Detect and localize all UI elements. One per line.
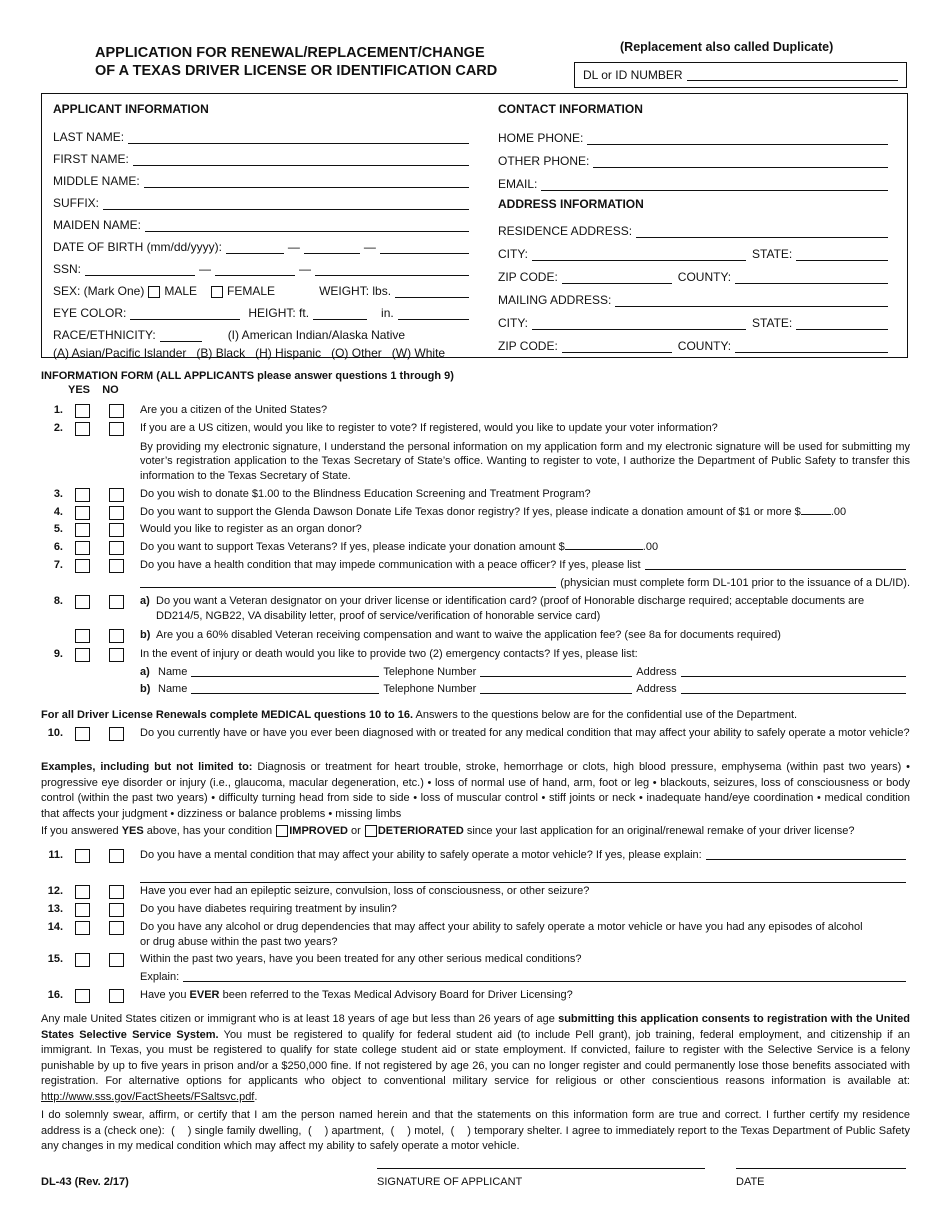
dash: — [299, 262, 312, 276]
question-number: 14. [47, 921, 63, 933]
q12-yes-checkbox[interactable] [75, 885, 90, 899]
q7-text: Do you have a health condition that may impede communication with a peace officer? If yes, please list [140, 559, 641, 571]
q13-no-checkbox[interactable] [109, 903, 124, 917]
question-text [140, 505, 910, 520]
q10-yes-checkbox[interactable] [75, 727, 90, 741]
contact-a-phone-field[interactable] [480, 665, 632, 677]
weight-field[interactable] [395, 286, 469, 298]
question-text: Do you wish to donate $1.00 to the Blindness Education Screening and Treatment Program? [140, 488, 591, 500]
last-name-field[interactable] [128, 132, 469, 144]
address-heading: ADDRESS INFORMATION [498, 197, 644, 211]
q7-list-field-2[interactable] [140, 576, 556, 588]
date-line[interactable] [736, 1168, 906, 1169]
question-text [140, 421, 910, 483]
q5-yes-checkbox[interactable] [75, 523, 90, 537]
q9-yes-checkbox[interactable] [75, 648, 90, 662]
q15-explain-field[interactable] [183, 970, 906, 982]
examples-bold: Examples, including but not limited to: [41, 761, 253, 773]
question-text [140, 558, 910, 590]
improved-label: IMPROVED [289, 825, 348, 837]
contact-a-address-field[interactable] [681, 665, 906, 677]
q11-no-checkbox[interactable] [109, 849, 124, 863]
mailing-city-field[interactable] [532, 318, 746, 330]
question-number: 3. [53, 488, 63, 500]
county-field[interactable] [735, 272, 888, 284]
cond-text: since your last application for an original/renewal remake of your driver license? [466, 825, 855, 837]
city-label: CITY: [498, 247, 529, 261]
medical-intro [41, 708, 910, 724]
telephone-label: Telephone Number [383, 683, 477, 695]
mailing-zip-field[interactable] [562, 341, 672, 353]
examples-text: Diagnosis or treatment for heart trouble, stroke, hemorrhage or clots, high blood pressure, emphysema (within past two years) • progressive eye disorder or injury (i.e., glaucoma, macular degeneration, etc.) • loss of normal use of hand, arm, foot or leg • blackouts, seizures, loss of consciousness or body control (within the past two years) • difficulty turning head from side to side • loss of muscular control • stiff joints or neck • inadequate hand/eye coordination • medical condition that affects your judgment • dizziness or balance problems • missing limbs [41, 761, 910, 820]
dl-number-field[interactable] [687, 70, 898, 81]
q7-yes-checkbox[interactable] [75, 559, 90, 573]
suffix-field[interactable] [103, 198, 469, 210]
q9a-label: a) [140, 665, 150, 678]
q14-yes-checkbox[interactable] [75, 921, 90, 935]
question-number: 9. [53, 648, 63, 660]
applicant-heading: APPLICANT INFORMATION [53, 102, 209, 116]
q11-yes-checkbox[interactable] [75, 849, 90, 863]
applicant-info-box [41, 93, 908, 358]
question-text [140, 952, 910, 984]
q15-text: Within the past two years, have you been treated for any other serious medical conditions? [140, 953, 582, 965]
q12-no-checkbox[interactable] [109, 885, 124, 899]
question-text [140, 647, 910, 697]
q7-no-checkbox[interactable] [109, 559, 124, 573]
q15-no-checkbox[interactable] [109, 953, 124, 967]
q16-text: Have you [140, 989, 187, 1001]
q8b-label: b) [140, 629, 151, 641]
female-label: FEMALE [227, 284, 276, 298]
deteriorated-label: DETERIORATED [377, 825, 464, 837]
question-text: Do you currently have or have you ever been diagnosed with or treated for any medical condition that may affect your ability to safely operate a motor vehicle? [140, 727, 910, 739]
dob-day-field[interactable] [304, 242, 360, 254]
cond-text: above, has your condition [146, 825, 273, 837]
selective-bold: submitting this application consents to registration with the United States Selective Service System. [41, 1013, 910, 1041]
q4-text: Do you want to support the Glenda Dawson Donate Life Texas donor registry? If yes, please indicate a donation amount of $1 or more $ [140, 506, 801, 518]
deteriorated-checkbox[interactable] [365, 825, 377, 837]
height-in-field[interactable] [398, 308, 469, 320]
emergency-contact-b [140, 682, 910, 697]
question-text [140, 848, 910, 883]
mailing-state-field[interactable] [796, 318, 888, 330]
question-number: 5. [53, 523, 63, 535]
q6-amount-field[interactable] [565, 540, 643, 550]
q2-no-checkbox[interactable] [109, 422, 124, 436]
q4-no-checkbox[interactable] [109, 506, 124, 520]
condition-change-line [41, 824, 910, 840]
question-text: Do you have diabetes requiring treatment by insulin? [140, 903, 397, 915]
contact-a-name-field[interactable] [191, 665, 379, 677]
q3-yes-checkbox[interactable] [75, 488, 90, 502]
eye-color-field[interactable] [130, 308, 240, 320]
cond-yes: YES [121, 825, 144, 837]
question-text: Have you ever had an epileptic seizure, convulsion, loss of consciousness, or other seizure? [140, 885, 590, 897]
q13-yes-checkbox[interactable] [75, 903, 90, 917]
q2-voter-note: By providing my electronic signature, I understand the personal information on my application form and my electronic signature will be used for submitting my voter’s registration application to the Texas Secretary of State’s office. Wanting to register to vote, I authorize the Department of Public Safety to transfer this information to the Texas Secretary of State. [140, 440, 910, 482]
q3-no-checkbox[interactable] [109, 488, 124, 502]
question-number: 7. [53, 559, 63, 571]
q7-note: (physician must complete form DL-101 prior to the issuance of a DL/ID). [560, 576, 910, 589]
mailing-county-label: COUNTY: [677, 339, 732, 353]
q8b-no-checkbox[interactable] [109, 629, 124, 643]
question-number: 10. [47, 727, 63, 739]
question-number: 2. [53, 422, 63, 434]
maiden-name-field[interactable] [145, 220, 469, 232]
q11-explain-field[interactable] [706, 848, 906, 860]
form-title: APPLICATION FOR RENEWAL/REPLACEMENT/CHANGE OF A TEXAS DRIVER LICENSE OR IDENTIFICATION CARD [95, 45, 498, 79]
other-phone-label: OTHER PHONE: [498, 154, 590, 168]
question-text [140, 988, 910, 1003]
question-text [140, 540, 910, 555]
medical-intro-bold: For all Driver License Renewals complete MEDICAL questions 10 to 16. [41, 709, 414, 721]
q16-text: been referred to the Texas Medical Advisory Board for Driver Licensing? [222, 989, 573, 1001]
q14-no-checkbox[interactable] [109, 921, 124, 935]
question-number: 8. [53, 595, 63, 607]
question-number: 11. [48, 849, 63, 861]
q8a-yes-checkbox[interactable] [75, 595, 90, 609]
weight-label: WEIGHT: lbs. [319, 284, 392, 298]
selective-text: . [254, 1090, 258, 1103]
ssn-part1-field[interactable] [85, 264, 195, 276]
dob-year-field[interactable] [380, 242, 469, 254]
info-form-heading: INFORMATION FORM (ALL APPLICANTS please answer questions 1 through 9) [41, 370, 454, 382]
question-number: 16. [47, 989, 63, 1001]
date-label: DATE [736, 1176, 765, 1188]
other-phone-field[interactable] [593, 156, 888, 168]
mailing-city-label: CITY: [498, 316, 529, 330]
mailing-county-field[interactable] [735, 341, 888, 353]
question-number: 12. [47, 885, 63, 897]
zip-label: ZIP CODE: [498, 270, 558, 284]
dob-label: DATE OF BIRTH (mm/dd/yyyy): [53, 240, 222, 254]
q8a-label: a) [140, 595, 150, 607]
signature-line[interactable] [377, 1168, 705, 1169]
medical-intro-rest: Answers to the questions below are for the confidential use of the Department. [413, 709, 798, 721]
dash: — [363, 240, 376, 254]
q8b-text: Are you a 60% disabled Veteran receiving compensation and want to waive the application fee? (see 8a for documents required) [156, 629, 781, 641]
race-options: (A) Asian/Pacific Islander (B) Black (H) Hispanic (O) Other (W) White [53, 346, 446, 360]
dl-number-box [574, 62, 907, 88]
home-phone-field[interactable] [587, 133, 888, 145]
q11-explain-field-2[interactable] [140, 871, 906, 883]
q9-text: In the event of injury or death would you like to provide two (2) emergency contacts? If yes, please list: [140, 648, 638, 660]
residence-field[interactable] [636, 226, 888, 238]
selective-service-link[interactable]: http://www.sss.gov/FactSheets/FSaltsvc.pdf [41, 1090, 255, 1103]
replacement-note: (Replacement also called Duplicate) [620, 40, 834, 54]
mailing-state-label: STATE: [752, 316, 793, 330]
height-label: HEIGHT: ft. [248, 306, 310, 320]
first-name-label: FIRST NAME: [53, 152, 129, 166]
male-label: MALE [164, 284, 198, 298]
medical-examples [41, 760, 910, 822]
contact-column [498, 100, 892, 353]
selective-text: You must be registered to qualify for federal student aid (to include Pell grant), job training, federal employment, and citizenship if an immigrant. In Texas, you must be registered to qualify for state college student aid or state employment. If convicted, failure to register with the Selective Service is a felony punishable by up to five years in prison and/or a $250,000 fine. If not registered by age 26, you can no longer register and could permanently lose those benefits associated with registration. For alternative options for applicants who object to conventional military service for religious or other conscientious reasons information is available at: [41, 1028, 910, 1087]
q6-no-checkbox[interactable] [109, 541, 124, 555]
mailing-zip-label: ZIP CODE: [498, 339, 558, 353]
q4-amount-field[interactable] [801, 505, 831, 515]
race-field[interactable] [160, 330, 202, 342]
city-field[interactable] [532, 249, 746, 261]
q6-suffix: .00 [642, 541, 659, 553]
selective-service-notice [41, 1012, 910, 1105]
ssn-part2-field[interactable] [215, 264, 295, 276]
question-number: 15. [47, 953, 63, 965]
q10-no-checkbox[interactable] [109, 727, 124, 741]
question-number: 1. [53, 404, 63, 416]
contact-heading: CONTACT INFORMATION [498, 102, 643, 116]
q6-text: Do you want to support Texas Veterans? If yes, please indicate your donation amount $ [140, 541, 565, 553]
question-text [140, 628, 910, 643]
question-text: Are you a citizen of the United States? [140, 404, 328, 416]
q4-yes-checkbox[interactable] [75, 506, 90, 520]
cond-or: or [350, 825, 361, 837]
ssn-part3-field[interactable] [315, 264, 469, 276]
q1-yes-checkbox[interactable] [75, 404, 90, 418]
female-checkbox[interactable] [211, 286, 223, 298]
signature-label: SIGNATURE OF APPLICANT [377, 1176, 523, 1188]
address-label: Address [636, 683, 677, 695]
q5-no-checkbox[interactable] [109, 523, 124, 537]
residence-label: RESIDENCE ADDRESS: [498, 224, 633, 238]
contact-b-address-field[interactable] [681, 682, 906, 694]
question-text: Would you like to register as an organ donor? [140, 523, 362, 535]
q16-no-checkbox[interactable] [109, 989, 124, 1003]
telephone-label: Telephone Number [383, 665, 477, 678]
zip-field[interactable] [562, 272, 672, 284]
maiden-name-label: MAIDEN NAME: [53, 218, 142, 232]
state-label: STATE: [752, 247, 793, 261]
county-label: COUNTY: [677, 270, 732, 284]
cond-text: If you answered [41, 825, 119, 837]
height-ft-field[interactable] [313, 308, 367, 320]
q8a-no-checkbox[interactable] [109, 595, 124, 609]
mailing-field[interactable] [615, 295, 888, 307]
question-number: 13. [47, 903, 63, 915]
dash: — [287, 240, 300, 254]
q7-list-field[interactable] [645, 558, 906, 570]
ssn-label: SSN: [53, 262, 82, 276]
explain-label: Explain: [140, 970, 180, 983]
q9b-label: b) [140, 683, 151, 695]
form-id: DL-43 (Rev. 2/17) [41, 1176, 129, 1188]
race-option-i: (I) American Indian/Alaska Native [227, 328, 406, 342]
q4-suffix: .00 [830, 506, 847, 518]
q8a-text: Do you want a Veteran designator on your driver license or identification card? (proof of Honorable discharge required; acceptable documents are DD214/5, NGB22, VA disability letter, proof of service/verification of honorable service card) [156, 595, 865, 622]
question-number: 4. [53, 506, 63, 518]
q11-text: Do you have a mental condition that may affect your ability to safely operate a motor vehicle? If yes, please explain: [140, 849, 702, 861]
q16-ever: EVER [189, 989, 220, 1001]
dash: — [199, 262, 212, 276]
email-field[interactable] [541, 179, 888, 191]
home-phone-label: HOME PHONE: [498, 131, 584, 145]
last-name-label: LAST NAME: [53, 130, 125, 144]
yes-no-header: YES NO [68, 384, 119, 396]
suffix-label: SUFFIX: [53, 196, 100, 210]
emergency-contact-a [140, 665, 910, 680]
contact-b-phone-field[interactable] [480, 682, 632, 694]
dob-month-field[interactable] [226, 242, 284, 254]
mailing-label: MAILING ADDRESS: [498, 293, 612, 307]
question-number: 6. [53, 541, 63, 553]
email-label: EMAIL: [498, 177, 538, 191]
inches-label: in. [381, 306, 394, 320]
name-label: Name [158, 683, 188, 695]
race-label: RACE/ETHNICITY: [53, 328, 156, 342]
eye-color-label: EYE COLOR: [53, 306, 127, 320]
address-label: Address [636, 665, 677, 678]
name-label: Name [158, 665, 188, 678]
state-field[interactable] [796, 249, 888, 261]
contact-b-name-field[interactable] [191, 682, 379, 694]
sex-label: SEX: (Mark One) [53, 284, 145, 298]
male-checkbox[interactable] [148, 286, 160, 298]
dl-number-label: DL or ID NUMBER [583, 68, 683, 82]
middle-name-label: MIDDLE NAME: [53, 174, 140, 188]
q1-no-checkbox[interactable] [109, 404, 124, 418]
first-name-field[interactable] [133, 154, 469, 166]
oath-statement: I do solemnly swear, affirm, or certify that I am the person named herein and that the statements on this information form are true and correct. I further certify my residence address is a (check one): ( ) single family dwelling, ( ) apartment, ( ) motel, ( ) temporary shelter. I agree to immediately report to the Texas Department of Public Safety any changes in my medical condition which may affect my ability to safely operate a motor vehicle. [41, 1109, 914, 1152]
q9-no-checkbox[interactable] [109, 648, 124, 662]
question-text [140, 594, 910, 623]
q6-yes-checkbox[interactable] [75, 541, 90, 555]
improved-checkbox[interactable] [276, 825, 288, 837]
applicant-column [53, 100, 473, 360]
q16-yes-checkbox[interactable] [75, 989, 90, 1003]
middle-name-field[interactable] [144, 176, 469, 188]
q2-text: If you are a US citizen, would you like to register to vote? If registered, would you like to update your voter information? [140, 422, 718, 434]
q15-yes-checkbox[interactable] [75, 953, 90, 967]
q2-yes-checkbox[interactable] [75, 422, 90, 436]
q8b-yes-checkbox[interactable] [75, 629, 90, 643]
question-text: Do you have any alcohol or drug dependencies that may affect your ability to safely operate a motor vehicle or have you had any episodes of alcohol or drug abuse within the past two years? [140, 921, 863, 948]
selective-text: Any male United States citizen or immigrant who is at least 18 years of age but less than 26 years of age [41, 1013, 559, 1025]
